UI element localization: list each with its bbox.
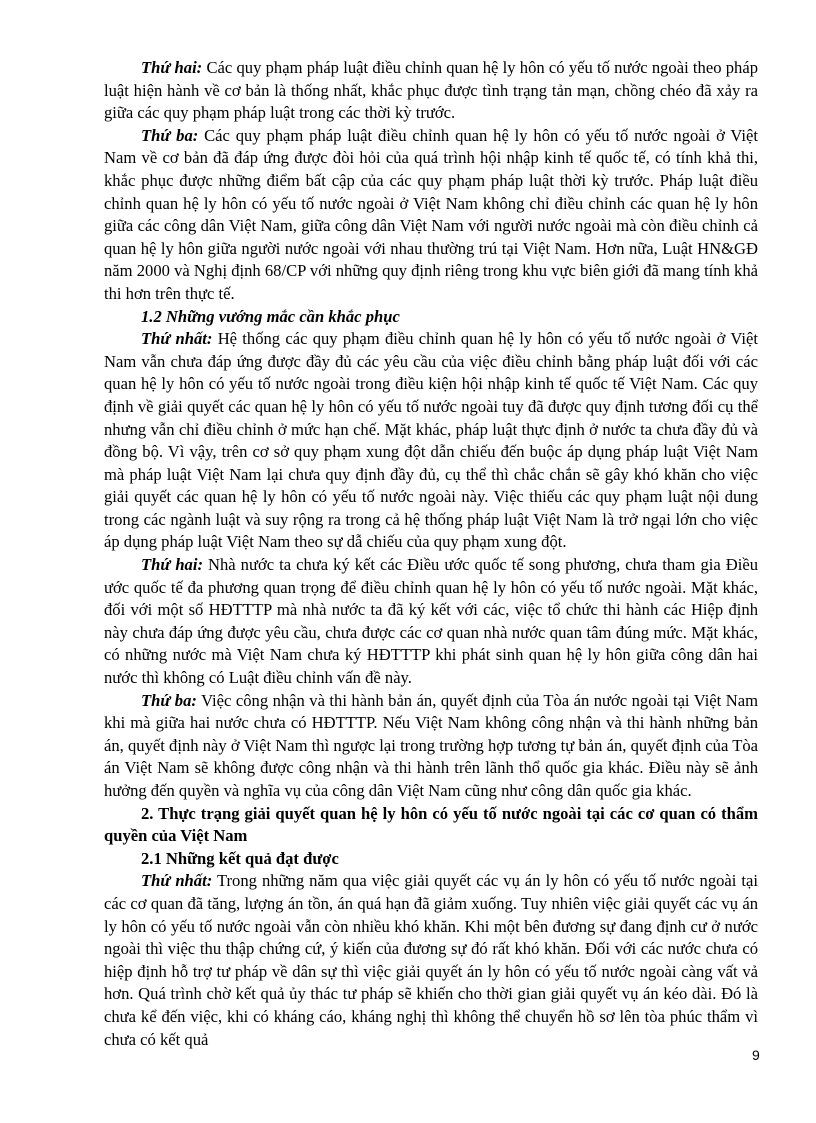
paragraph-lead: Thứ ba: [141, 690, 197, 710]
paragraph-thu-nhat-1 [104, 328, 758, 554]
paragraph-text: Trong những năm qua việc giải quyết các vụ án ly hôn có yếu tố nước ngoài tại các cơ quan đã tăng, lượng án tồn, án quá hạn đã giảm xuống. Tuy nhiên việc giải quyết các vụ án ly hôn có yếu tố nước ngoài vẫn còn nhiều khó khăn. Khi một bên đương sự đang định cư ở nước ngoài thì việc thu thập chứng cứ, ý kiến của đương sự đó rất khó khăn. Đối với các nước chưa có hiệp định hỗ trợ tư pháp về dân sự thì việc giải quyết án ly hôn có yếu tố nước ngoài càng vất vả hơn. Quá trình chờ kết quả ủy thác tư pháp sẽ khiến cho thời gian giải quyết vụ án kéo dài. Đó là chưa kể đến việc, khi có kháng cáo, kháng nghị thì không thể chuyển hồ sơ lên tòa phúc thẩm vì chưa có kết quả [104, 871, 758, 1049]
paragraph-thu-hai-1 [104, 57, 758, 125]
section-heading-2: 2. Thực trạng giải quyết quan hệ ly hôn có yếu tố nước ngoài tại các cơ quan có thẩm quyền của Việt Nam [104, 803, 758, 846]
paragraph-thu-ba-2 [104, 690, 758, 803]
section-heading-1-2: 1.2 Những vướng mắc cần khắc phục [141, 306, 400, 326]
page-number: 9 [752, 1047, 760, 1063]
paragraph-text: Các quy phạm pháp luật điều chỉnh quan hệ ly hôn có yếu tố nước ngoài ở Việt Nam về cơ bản đã đáp ứng được đòi hỏi của quá trình hội nhập kinh tế quốc tế, có tính khả thi, khắc phục được những điểm bất cập của các quy phạm pháp luật thời kỳ trước. Pháp luật điều chỉnh quan hệ ly hôn có yếu tố nước ngoài ở Việt Nam không chỉ điều chỉnh các quan hệ ly hôn giữa các công dân Việt Nam, giữa công dân Việt Nam với người nước ngoài mà còn điều chỉnh cả quan hệ ly hôn giữa người nước ngoài với nhau thường trú tại Việt Nam. Hơn nữa, Luật HN&GĐ năm 2000 và Nghị định 68/CP với những quy định riêng trong khu vực biên giới đã mang tính khả thi hơn trên thực tế. [104, 125, 758, 303]
paragraph-text: Hệ thống các quy phạm điều chỉnh quan hệ ly hôn có yếu tố nước ngoài ở Việt Nam vẫn chưa đáp ứng được đầy đủ các yêu cầu của việc điều chỉnh bằng pháp luật đối với các quan hệ ly hôn có yếu tố nước ngoài trong điều kiện hội nhập kinh tế quốc tế Việt Nam. Các quy định về giải quyết các quan hệ ly hôn có yếu tố nước ngoài tuy đã được quy định tương đối cụ thể nhưng vẫn chỉ điều chỉnh ở mức hạn chế. Mặt khác, pháp luật thực định ở nước ta chưa đầy đủ và đồng bộ. Vì vậy, trên cơ sở quy phạm xung đột dẫn chiếu đến buộc áp dụng pháp luật Việt Nam mà pháp luật Việt Nam lại chưa quy định đầy đủ, cụ thể thì chắc chắn sẽ gây khó khăn cho việc giải quyết các quan hệ ly hôn có yếu tố nước ngoài này. Việc thiếu các quy phạm luật nội dung trong các ngành luật và suy rộng ra trong cả hệ thống pháp luật Việt Nam là trở ngại lớn cho việc áp dụng pháp luật Việt Nam theo sự dẫ chiếu của quy phạm xung đột. [104, 329, 758, 552]
paragraph-lead: Thứ nhất: [141, 329, 213, 349]
paragraph-lead: Thứ hai: [141, 555, 203, 575]
paragraph-thu-nhat-2 [104, 870, 758, 1051]
paragraph-lead: Thứ nhất: [141, 871, 213, 891]
paragraph-text: Nhà nước ta chưa ký kết các Điều ước quốc tế song phương, chưa tham gia Điều ước quốc tế đa phương quan trọng để điều chỉnh quan hệ ly hôn có yếu tố nước ngoài. Mặt khác, đối với một số HĐTTTP mà nhà nước ta đã ký kết với các, việc tổ chức thi hành các Hiệp định này chưa đáp ứng được yêu cầu, chưa được các cơ quan nhà nước quan tâm đúng mức. Mặt khác, có những nước mà Việt Nam chưa ký HĐTTTP khi phát sinh quan hệ ly hôn giữa công dân hai nước thì không có Luật điều chỉnh vấn đề này. [104, 555, 758, 688]
paragraph-thu-ba-1 [104, 125, 758, 306]
section-heading-2-1: 2.1 Những kết quả đạt được [141, 848, 339, 868]
paragraph-lead: Thứ ba: [141, 125, 199, 145]
page-body [104, 57, 758, 1051]
paragraph-text: Các quy phạm pháp luật điều chỉnh quan hệ ly hôn có yếu tố nước ngoài theo pháp luật hiện hành về cơ bản là thống nhất, khắc phục được tình trạng tản mạn, chồng chéo đã xảy ra giữa các quy phạm pháp luật trong các thời kỳ trước. [104, 58, 758, 123]
paragraph-lead: Thứ hai: [141, 58, 203, 77]
paragraph-thu-hai-2 [104, 554, 758, 690]
paragraph-text: Việc công nhận và thi hành bản án, quyết định của Tòa án nước ngoài tại Việt Nam khi mà giữa hai nước chưa có HĐTTTP. Nếu Việt Nam không công nhận và thi hành những bản án, quyết định này ở Việt Nam thì ngược lại trong trường hợp tương tự bản án, quyết định của Tòa án Việt Nam sẽ không được công nhận và thi hành trên lãnh thổ quốc gia khác. Điều này sẽ ảnh hưởng đến quyền và nghĩa vụ của công dân Việt Nam cũng như công dân quốc gia khác. [104, 690, 758, 800]
